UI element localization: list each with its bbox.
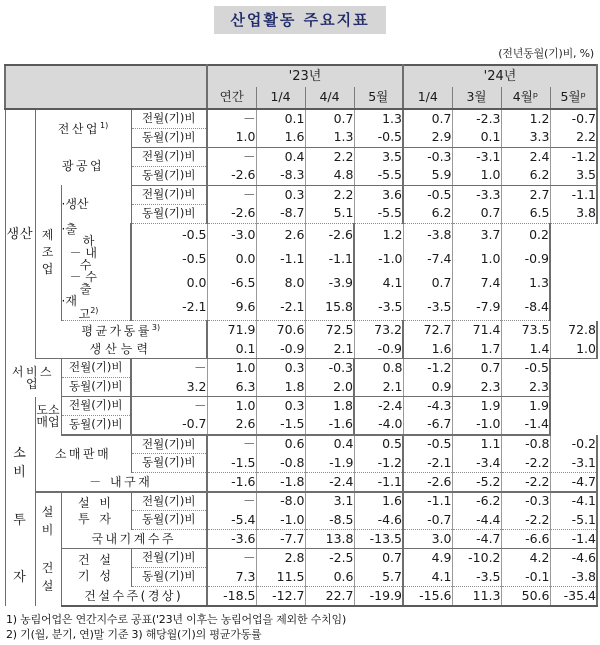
row-metric-mom: 전월(기)비	[131, 435, 207, 454]
cell: -1.1	[256, 247, 305, 271]
cell: -1.2	[550, 147, 597, 166]
cell: 2.7	[501, 185, 550, 204]
row-group-consumption	[5, 435, 35, 492]
cell: 73.5	[501, 321, 550, 340]
cell: 1.3	[501, 271, 550, 295]
unit-note: (전년동월(기)비, %)	[498, 47, 594, 60]
table-row	[5, 530, 597, 549]
cell: 73.2	[354, 321, 403, 340]
cell: -2.5	[305, 549, 354, 568]
cell: 0.7	[452, 359, 501, 378]
cell: 0.5	[354, 435, 403, 454]
cell: 1.2	[501, 109, 550, 128]
cell: 0.0	[131, 271, 207, 295]
cell: 0.0	[207, 247, 256, 271]
cell: -2.2	[501, 454, 550, 473]
cell: -2.2	[501, 511, 550, 530]
header-year-2023: '23년	[207, 65, 403, 87]
cell: -6.6	[501, 530, 550, 549]
table-header-periods	[5, 87, 597, 109]
table-header-years	[5, 65, 597, 87]
cell: 70.6	[256, 321, 305, 340]
row-label-equipment-invest-text: 설 비 투 자	[78, 495, 114, 526]
header-col-2024-q1: 1/4	[403, 87, 452, 109]
cell: 2.4	[501, 147, 550, 166]
cell: 15.8	[305, 295, 354, 321]
cell: -0.7	[131, 416, 207, 435]
cell: 4.1	[403, 568, 452, 587]
cell: -0.5	[427, 186, 452, 202]
cell: 0.3	[256, 185, 305, 204]
cell: -3.9	[305, 271, 354, 295]
cell: 1.0	[452, 166, 501, 185]
cell: -1.2	[354, 454, 403, 473]
cell: -0.7	[550, 109, 597, 128]
cell: -0.2	[550, 435, 597, 454]
table-row	[5, 435, 597, 454]
cell: 8.0	[256, 271, 305, 295]
cell: 6.2	[501, 166, 550, 185]
cell: －	[131, 397, 207, 416]
cell: -3.5	[452, 568, 501, 587]
cell: -1.6	[207, 473, 256, 492]
header-col-2024-apr: 4월ᵖ	[501, 87, 550, 109]
cell: -2.1	[256, 295, 305, 321]
cell: -4.6	[550, 549, 597, 568]
cell: -0.1	[501, 568, 550, 587]
table-row	[5, 185, 597, 204]
row-label-mfg-export: － 수출	[69, 270, 97, 296]
cell: -4.0	[354, 416, 403, 435]
header-col-2023-q4: 4/4	[305, 87, 354, 109]
cell: 1.1	[452, 435, 501, 454]
cell: -13.5	[354, 530, 403, 549]
table-row	[5, 416, 597, 435]
cell: -3.8	[550, 568, 597, 587]
title-bar	[0, 0, 600, 34]
cell: 3.8	[550, 204, 597, 223]
cell: 2.2	[305, 147, 354, 166]
cell: -0.7	[403, 511, 452, 530]
table-row	[5, 340, 597, 359]
cell: 6.3	[207, 378, 256, 397]
cell: -5.1	[550, 511, 597, 530]
row-label-wholesale-retail-spacer	[5, 397, 35, 435]
cell: -0.8	[501, 435, 550, 454]
row-metric-yoy: 동월(기)비	[131, 204, 207, 223]
cell: 1.9	[452, 397, 501, 416]
cell: -1.5	[256, 416, 305, 435]
row-label-construction-completed-text: 건 설 기 성	[78, 552, 114, 583]
cell: -1.1	[305, 247, 354, 271]
row-label-mfg-domestic: － 내수	[69, 246, 97, 272]
header-col-2024-may: 5월ᵖ	[550, 87, 597, 109]
cell: 1.3	[354, 109, 403, 128]
row-metric-yoy: 동월(기)비	[131, 454, 207, 473]
cell: -2.1	[131, 295, 207, 321]
row-label-wholesale-retail: 도소매업	[35, 397, 61, 435]
cell: -2.6	[305, 223, 354, 247]
row-metric-yoy: 동월(기)비	[61, 416, 131, 435]
cell: -3.0	[207, 223, 256, 247]
cell: 7.4	[452, 271, 501, 295]
cell: -4.7	[452, 530, 501, 549]
cell: -6.7	[403, 416, 452, 435]
cell: 3.3	[501, 128, 550, 147]
cell: 11.5	[256, 568, 305, 587]
cell: 0.4	[256, 147, 305, 166]
cell: 0.7	[452, 204, 501, 223]
cell: -18.5	[207, 587, 256, 606]
cell: -1.1	[427, 493, 452, 509]
cell: -5.5	[354, 204, 403, 223]
row-label-equipment-text: 설 비	[41, 504, 55, 537]
cell: 0.7	[305, 109, 354, 128]
cell: 3.1	[305, 492, 354, 511]
cell: －	[207, 435, 256, 454]
cell: 72.7	[423, 322, 452, 337]
cell: －	[131, 359, 207, 378]
cell: 2.1	[305, 340, 354, 359]
cell: -0.5	[131, 247, 207, 271]
cell: 3.7	[452, 223, 501, 247]
row-group-investment-text: 투	[13, 512, 27, 528]
cell: 2.0	[305, 378, 354, 397]
cell: 2.2	[550, 128, 597, 147]
cell: -6.5	[207, 271, 256, 295]
cell: -2.3	[452, 109, 501, 128]
row-label-construction-order: 건설수주(경상)	[61, 587, 207, 606]
row-metric-yoy: 동월(기)비	[131, 128, 207, 147]
cell: -1.5	[207, 454, 256, 473]
cell: -8.0	[256, 492, 305, 511]
cell: 2.2	[305, 185, 354, 204]
row-label-services: 서비스업	[5, 359, 61, 397]
cell: 0.9	[403, 378, 452, 397]
row-metric-mom: 전월(기)비	[131, 109, 207, 128]
cell: -0.5	[131, 223, 207, 247]
cell: 72.5	[305, 321, 354, 340]
cell: -4.4	[452, 511, 501, 530]
cell: 1.7	[452, 340, 501, 359]
cell: -2.4	[305, 473, 354, 492]
header-col-2023-q1: 1/4	[256, 87, 305, 109]
cell: -35.4	[550, 587, 597, 606]
cell: 2.9	[403, 128, 452, 147]
cell: -19.9	[354, 587, 403, 606]
row-label-mfg-inventory: ·재고$^{2)}$	[61, 295, 131, 321]
cell: -5.5	[354, 166, 403, 185]
row-metric-mom: 전월(기)비	[131, 492, 207, 511]
cell: 11.3	[452, 587, 501, 606]
cell: 2.6	[256, 223, 305, 247]
table-row	[5, 549, 597, 568]
cell: 1.8	[256, 378, 305, 397]
cell: 1.0	[207, 359, 256, 378]
cell: -3.8	[403, 223, 452, 247]
cell: -5.4	[207, 511, 256, 530]
cell: -0.9	[256, 340, 305, 359]
cell: 5.7	[354, 568, 403, 587]
cell: 6.2	[403, 204, 452, 223]
row-label-mfg-production: ·생산	[61, 197, 89, 211]
table-row	[5, 321, 597, 340]
cell: -1.0	[378, 250, 403, 266]
row-label-production-capacity: 생산능력	[35, 340, 207, 359]
cell: 3.6	[354, 185, 403, 204]
cell: -4.1	[550, 492, 597, 511]
cell: 1.0	[207, 128, 256, 147]
table-row	[5, 147, 597, 166]
row-label-durable-goods: － 내구재	[35, 473, 207, 492]
header-year-2024: '24년	[403, 65, 597, 87]
table-row	[5, 295, 597, 321]
cell: 22.7	[305, 587, 354, 606]
cell: -2.4	[378, 398, 403, 413]
cell: 0.7	[354, 549, 403, 568]
header-col-2023-annual: 연간	[207, 87, 256, 109]
cell: 0.3	[256, 397, 305, 416]
cell: 1.2	[382, 227, 403, 242]
cell: 3.2	[131, 378, 207, 397]
cell: -3.5	[354, 295, 403, 321]
table-row	[5, 109, 597, 128]
row-group-production: 생산	[5, 109, 35, 359]
cell: -1.9	[305, 454, 354, 473]
cell: 0.3	[256, 359, 305, 378]
cell: -0.5	[427, 436, 452, 452]
table-row	[5, 473, 597, 492]
cell: -3.6	[207, 530, 256, 549]
row-label-construction-completed	[61, 549, 131, 587]
cell: 2.3	[501, 378, 550, 397]
cell: -8.5	[305, 511, 354, 530]
cell: －	[207, 492, 256, 511]
header-col-2023-may: 5월	[354, 87, 403, 109]
table-row	[5, 247, 597, 271]
cell: -1.8	[256, 473, 305, 492]
cell: －	[207, 147, 256, 166]
row-group-investment-equipment	[5, 492, 35, 549]
cell: 4.1	[382, 274, 403, 290]
cell: -1.0	[452, 416, 501, 435]
cell: 0.1	[256, 109, 305, 128]
cell: -0.3	[427, 148, 452, 164]
cell: -1.0	[256, 511, 305, 530]
cell: -8.4	[501, 295, 550, 321]
cell: -2.6	[207, 204, 256, 223]
cell: 2.1	[354, 378, 403, 397]
cell: 0.2	[501, 223, 550, 247]
cell: 5.9	[403, 166, 452, 185]
row-metric-yoy: 동월(기)비	[131, 166, 207, 185]
cell: －	[207, 109, 256, 128]
header-col-2024-mar: 3월	[452, 87, 501, 109]
cell: -4.6	[354, 511, 403, 530]
cell: 13.8	[305, 530, 354, 549]
row-metric-mom: 전월(기)비	[131, 185, 207, 204]
row-label-manufacturing	[35, 185, 61, 321]
cell: 3.5	[354, 147, 403, 166]
row-metric-mom: 전월(기)비	[131, 147, 207, 166]
row-metric-mom: 전월(기)비	[131, 549, 207, 568]
cell: -3.4	[452, 454, 501, 473]
cell: 1.6	[403, 340, 452, 359]
row-label-manufacturing-text: 제 조 업	[41, 227, 55, 277]
cell: 0.6	[305, 568, 354, 587]
cell: 1.6	[256, 128, 305, 147]
footnotes	[6, 612, 600, 644]
row-label-retail-sales: 소매판매	[35, 435, 131, 473]
cell: 4.8	[305, 166, 354, 185]
cell: -3.3	[452, 185, 501, 204]
table-row	[5, 587, 597, 606]
cell: 0.6	[256, 435, 305, 454]
row-group-investment-construction	[5, 549, 35, 606]
cell: 1.8	[305, 397, 354, 416]
cell: -0.5	[354, 128, 403, 147]
cell: 1.0	[207, 397, 256, 416]
cell: 1.0	[452, 247, 501, 271]
cell: -3.5	[403, 295, 452, 321]
cell: -0.3	[501, 492, 550, 511]
cell: -0.3	[305, 359, 354, 378]
cell: -4.7	[550, 473, 597, 492]
cell: 2.3	[452, 378, 501, 397]
cell: 1.0	[550, 340, 597, 359]
cell: 71.4	[452, 321, 501, 340]
cell: -1.1	[550, 185, 597, 204]
row-metric-mom: 전월(기)비	[61, 397, 131, 416]
cell: -1.6	[305, 416, 354, 435]
cell: 4.9	[431, 550, 452, 565]
cell: -0.9	[501, 247, 550, 271]
cell: -15.6	[403, 587, 452, 606]
industrial-activity-table	[4, 64, 598, 607]
cell: -2.2	[501, 473, 550, 492]
footnote-2: 2) 기(월, 분기, 연)말 기준 3) 해당월(기)의 평균가동률	[6, 628, 262, 642]
row-group-investment-text-2: 자	[13, 569, 27, 585]
row-label-mfg-shipment: ·출하	[61, 222, 95, 248]
row-group-consumption-text: 소 비	[13, 445, 27, 480]
cell: -0.9	[354, 340, 403, 359]
cell: -5.2	[452, 473, 501, 492]
cell: 1.3	[305, 128, 354, 147]
table-row	[5, 492, 597, 511]
cell: 0.1	[452, 128, 501, 147]
row-metric-yoy: 동월(기)비	[61, 378, 131, 397]
cell: -10.2	[452, 549, 501, 568]
cell: -2.6	[403, 473, 452, 492]
cell: 72.8	[550, 321, 597, 340]
cell: 7.3	[207, 568, 256, 587]
cell: 9.6	[207, 295, 256, 321]
cell: 1.6	[354, 492, 403, 511]
row-metric-mom: 전월(기)비	[61, 359, 131, 378]
cell: -7.4	[403, 247, 452, 271]
cell: -8.7	[256, 204, 305, 223]
cell: -1.4	[550, 530, 597, 549]
row-label-construction-text: 건 설	[41, 561, 55, 593]
table-row	[5, 271, 597, 295]
cell: -7.9	[452, 295, 501, 321]
cell: 2.6	[207, 416, 256, 435]
cell: -4.3	[403, 397, 452, 416]
cell: -2.6	[207, 166, 256, 185]
row-label-all-industry: 전산업$^{1)}$	[35, 109, 131, 147]
cell: -7.7	[256, 530, 305, 549]
cell: -3.1	[452, 147, 501, 166]
cell: 0.7	[403, 109, 452, 128]
footnote-1: 1) 농림어업은 연간지수로 공표('23년 이후는 농림어업을 제외한 수치임)	[6, 612, 347, 626]
cell: 5.1	[305, 204, 354, 223]
cell: 3.0	[403, 530, 452, 549]
cell: -1.4	[501, 416, 550, 435]
row-label-mining-mfg: 광공업	[35, 147, 131, 185]
cell: -3.1	[550, 454, 597, 473]
cell: 0.8	[382, 360, 403, 375]
cell: -0.8	[256, 454, 305, 473]
cell: -0.5	[501, 359, 550, 378]
cell: 50.6	[501, 587, 550, 606]
row-label-equipment	[35, 492, 61, 549]
cell: -8.3	[256, 166, 305, 185]
table-row	[5, 359, 597, 378]
row-label-construction	[35, 549, 61, 606]
cell: 2.8	[256, 549, 305, 568]
cell: 0.1	[207, 340, 256, 359]
cell: 3.5	[550, 166, 597, 185]
row-label-domestic-machinery: 국내기계수주	[61, 530, 207, 549]
cell: -1.1	[354, 473, 403, 492]
cell: －	[207, 185, 256, 204]
row-metric-yoy: 동월(기)비	[131, 568, 207, 587]
cell: 0.7	[403, 271, 452, 295]
table-row	[5, 397, 597, 416]
table-row	[5, 378, 597, 397]
cell: 4.2	[501, 549, 550, 568]
cell: 1.4	[501, 340, 550, 359]
table-row	[5, 223, 597, 247]
row-metric-yoy: 동월(기)비	[131, 511, 207, 530]
cell: -1.2	[403, 359, 452, 378]
page-title: 산업활동 주요지표	[214, 6, 385, 34]
cell: 71.9	[207, 321, 256, 340]
cell: 1.9	[501, 397, 550, 416]
row-label-equipment-invest	[61, 492, 131, 530]
cell: -12.7	[256, 587, 305, 606]
row-label-avg-operation: 평균가동률$^{3)}$	[35, 321, 207, 340]
cell: 6.5	[501, 204, 550, 223]
cell: -6.2	[452, 492, 501, 511]
cell: 0.4	[305, 435, 354, 454]
cell: -2.1	[403, 454, 452, 473]
cell: －	[207, 549, 256, 568]
